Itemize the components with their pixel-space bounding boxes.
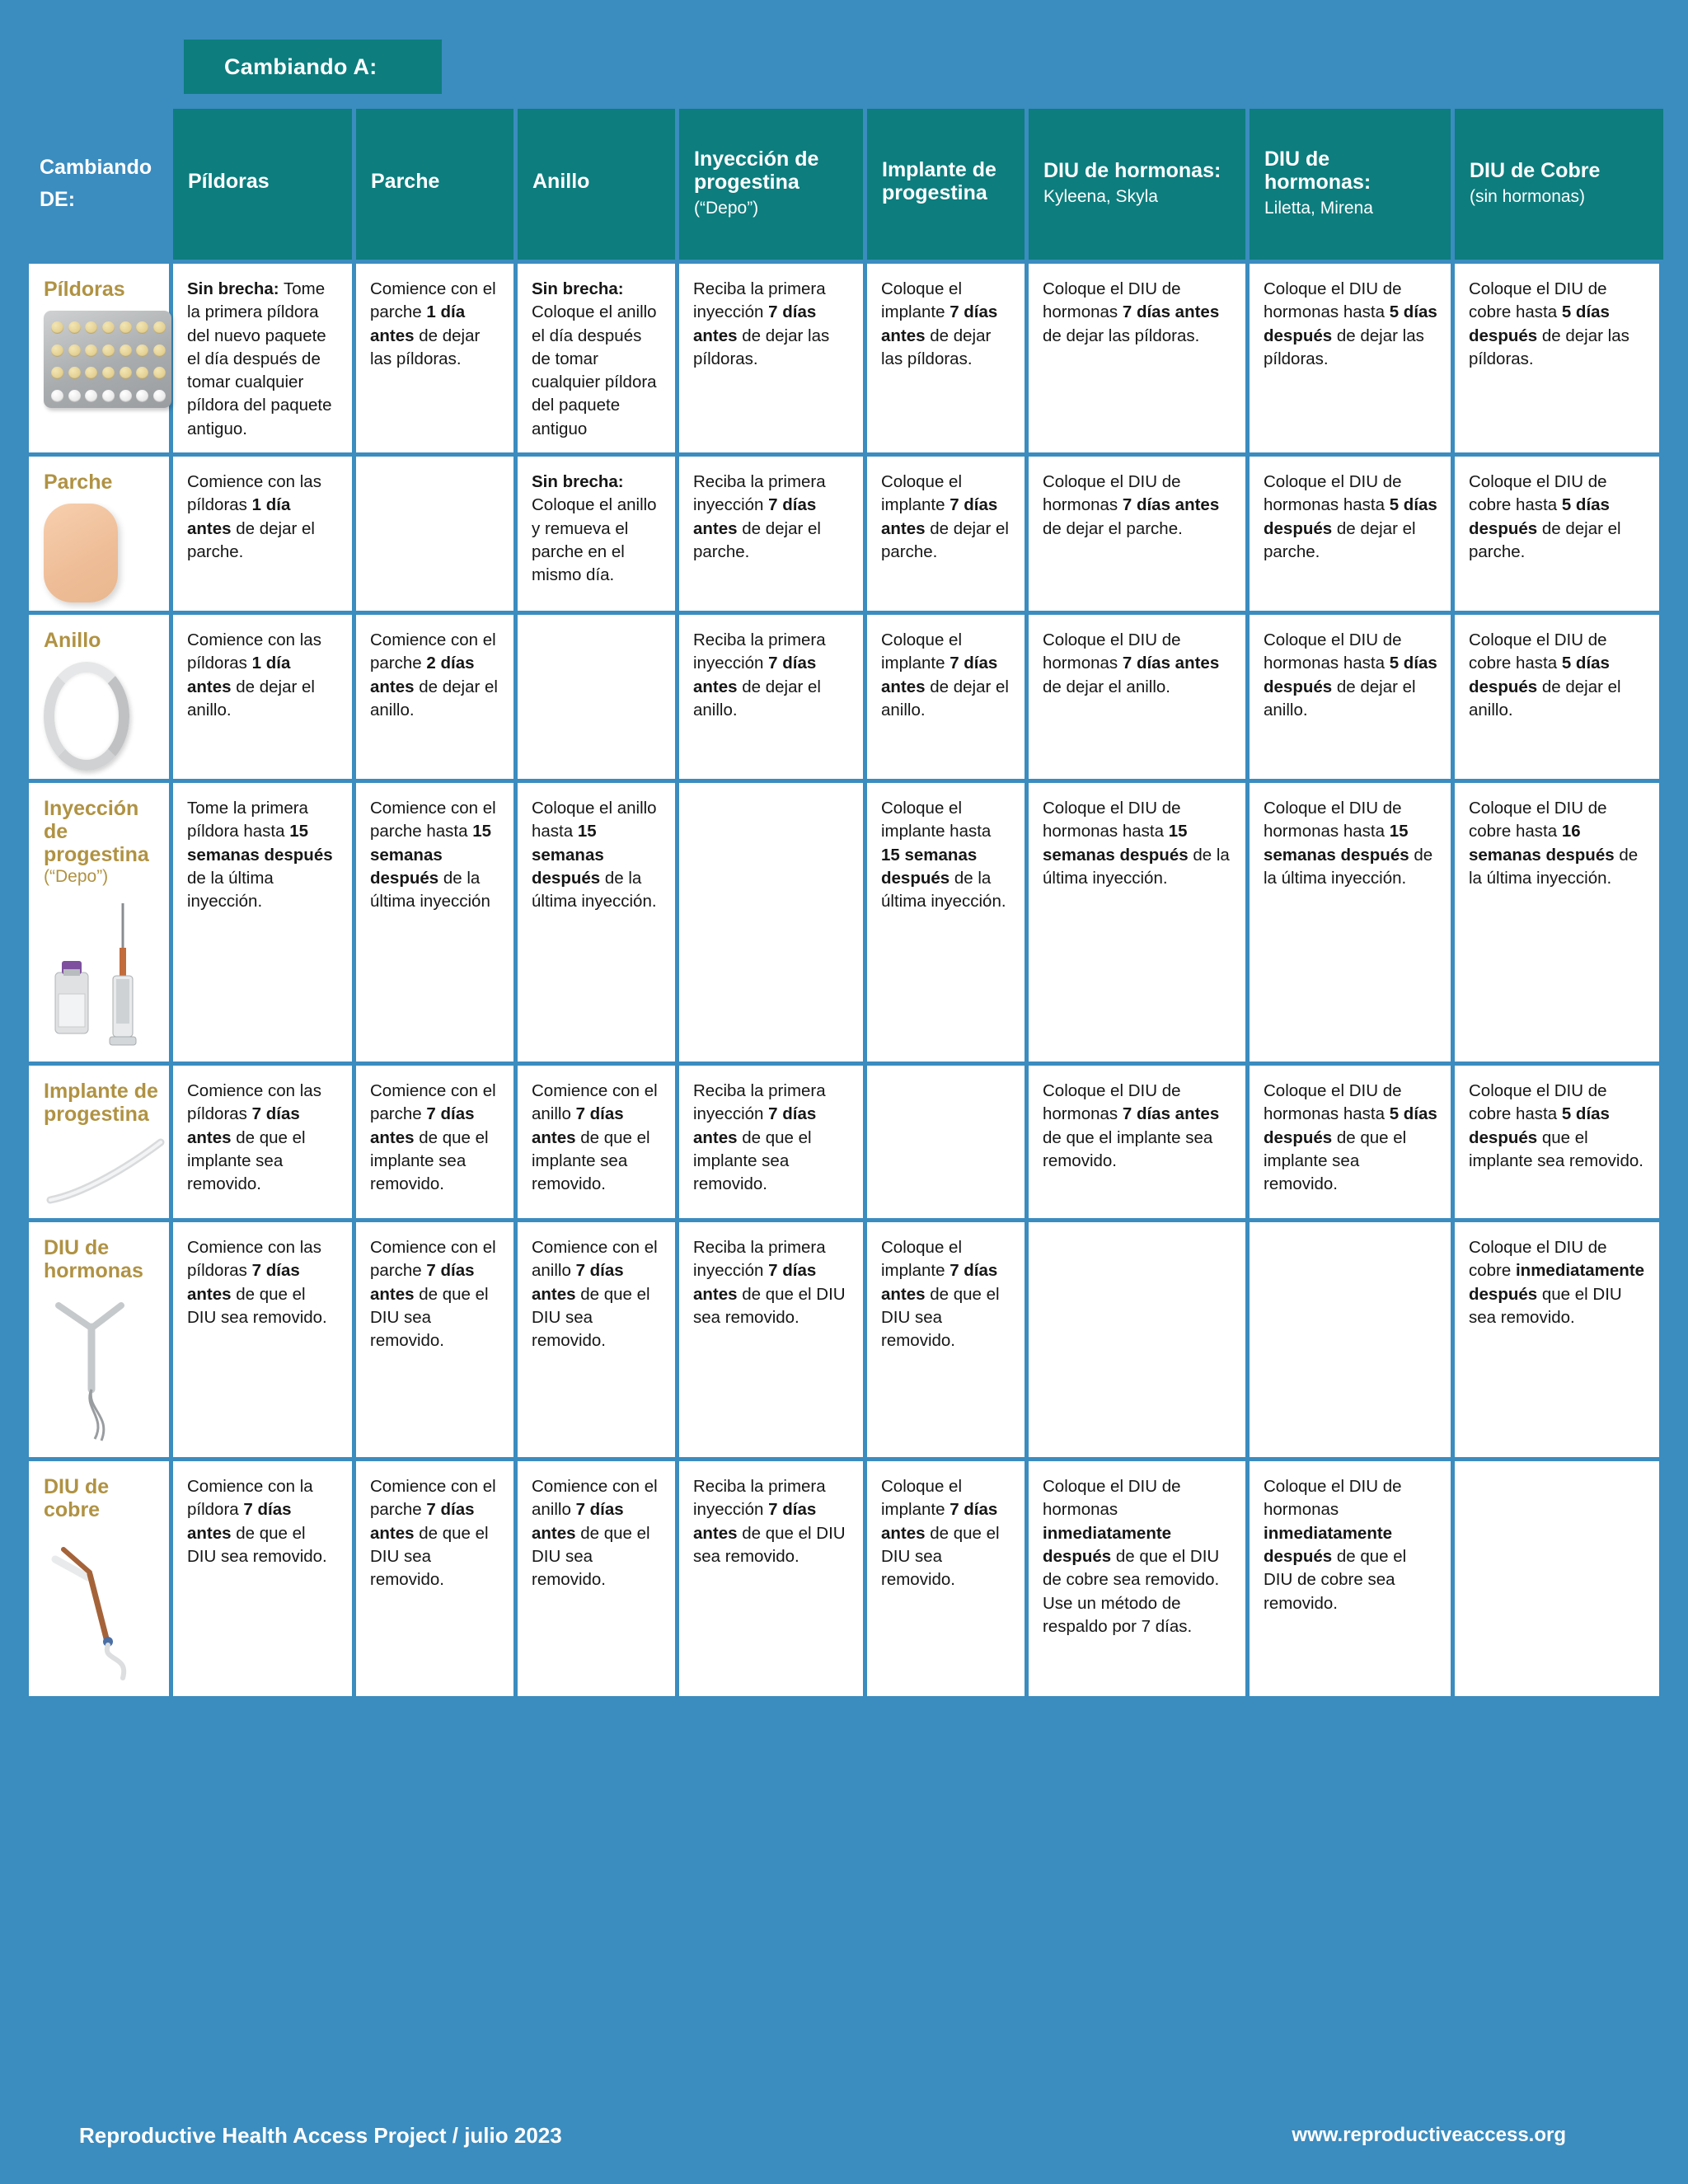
row-label: DIU de cobre — [44, 1475, 110, 1522]
cell-r4-c8: Coloque el DIU de cobre hasta 16 semanas después de la última inyección. — [1451, 779, 1663, 1062]
cell-r1-c8: Coloque el DIU de cobre hasta 5 días después de dejar las píldoras. — [1451, 260, 1663, 452]
column-header-anillo: Anillo — [513, 109, 675, 260]
row-label: Píldoras — [44, 278, 125, 301]
cell-r2-c5: Coloque el implante 7 días antes de dejar el parche. — [863, 452, 1025, 611]
changing-to-banner — [184, 40, 442, 94]
cell-r7-c6: Coloque el DIU de hormonas inmediatamente después de que el DIU de cobre sea removido. Use un método de respaldo por 7 días. — [1025, 1457, 1245, 1700]
vaginal-ring-icon — [44, 662, 129, 771]
cell-r4-c3: Coloque el anillo hasta 15 semanas después de la última inyección. — [513, 779, 675, 1062]
cell-r6-c3: Comience con el anillo 7 días antes de que el DIU sea removido. — [513, 1218, 675, 1457]
row-sublabel: (“Depo”) — [44, 866, 109, 886]
changing-from-line2: DE: — [40, 187, 76, 211]
row-illustration — [44, 504, 161, 602]
depo-injection-icon — [44, 897, 167, 1053]
column-header-pildoras: Píldoras — [169, 109, 352, 260]
footer-credit: Reproductive Health Access Project / julio 2023 — [79, 2122, 562, 2148]
row-label: Inyección de progestina — [44, 796, 149, 866]
cell-r6-c5: Coloque el implante 7 días antes de que el DIU sea removido. — [863, 1218, 1025, 1457]
row-label: DIU de hormonas — [44, 1236, 143, 1283]
changing-to-label: Cambiando A: — [224, 54, 377, 79]
row-header-5 — [25, 1062, 169, 1218]
table-row — [25, 611, 1663, 779]
hormonal-iud-icon — [44, 1292, 151, 1449]
cell-r3-c2: Comience con el parche 2 días antes de dejar el anillo. — [352, 611, 513, 779]
row-illustration — [44, 897, 161, 1053]
cell-r2-c7: Coloque el DIU de hormonas hasta 5 días después de dejar el parche. — [1245, 452, 1451, 611]
cell-r1-c5: Coloque el implante 7 días antes de dejar las píldoras. — [863, 260, 1025, 452]
cell-r3-c5: Coloque el implante 7 días antes de dejar el anillo. — [863, 611, 1025, 779]
pill-pack-icon — [44, 311, 171, 408]
cell-r1-c1: Sin brecha: Tome la primera píldora del nuevo paquete el día después de tomar cualquier píldora del paquete antiguo. — [169, 260, 352, 452]
table-row — [25, 260, 1663, 452]
row-header-3 — [25, 611, 169, 779]
cell-r7-c4: Reciba la primera inyección 7 días antes de que el DIU sea removido. — [675, 1457, 863, 1700]
cell-r4-c5: Coloque el implante hasta 15 semanas después de la última inyección. — [863, 779, 1025, 1062]
footer — [0, 2087, 1688, 2184]
changing-from-line1: Cambiando — [40, 155, 152, 179]
column-header-implante: Implante de progestina — [863, 109, 1025, 260]
implant-rod-icon — [44, 1136, 167, 1210]
column-header-diu-hormonas-kyleena: DIU de hormonas: Kyleena, Skyla — [1025, 109, 1245, 260]
method-switching-table — [25, 109, 1663, 1700]
table-body — [25, 260, 1663, 1700]
cell-r3-c8: Coloque el DIU de cobre hasta 5 días después de dejar el anillo. — [1451, 611, 1663, 779]
column-header-diu-cobre: DIU de Cobre (sin hormonas) — [1451, 109, 1663, 260]
cell-r3-c3 — [513, 611, 675, 779]
row-header-2 — [25, 452, 169, 611]
cell-r5-c1: Comience con las píldoras 7 días antes de que el implante sea removido. — [169, 1062, 352, 1218]
method-switching-table-wrapper — [25, 109, 1663, 1700]
column-header-inyeccion: Inyección de progestina (“Depo”) — [675, 109, 863, 260]
cell-r4-c2: Comience con el parche hasta 15 semanas después de la última inyección — [352, 779, 513, 1062]
cell-r6-c8: Coloque el DIU de cobre inmediatamente después que el DIU sea removido. — [1451, 1218, 1663, 1457]
cell-r3-c1: Comience con las píldoras 1 día antes de dejar el anillo. — [169, 611, 352, 779]
row-illustration — [44, 311, 161, 408]
table-header-row — [25, 109, 1663, 260]
cell-r6-c4: Reciba la primera inyección 7 días antes de que el DIU sea removido. — [675, 1218, 863, 1457]
cell-r6-c1: Comience con las píldoras 7 días antes de que el DIU sea removido. — [169, 1218, 352, 1457]
cell-r7-c8 — [1451, 1457, 1663, 1700]
cell-r1-c7: Coloque el DIU de hormonas hasta 5 días después de dejar las píldoras. — [1245, 260, 1451, 452]
cell-r7-c5: Coloque el implante 7 días antes de que el DIU sea removido. — [863, 1457, 1025, 1700]
cell-r4-c1: Tome la primera píldora hasta 15 semanas después de la última inyección. — [169, 779, 352, 1062]
cell-r2-c3: Sin brecha: Coloque el anillo y remueva el parche en el mismo día. — [513, 452, 675, 611]
cell-r2-c8: Coloque el DIU de cobre hasta 5 días después de dejar el parche. — [1451, 452, 1663, 611]
row-label: Implante de progestina — [44, 1080, 158, 1127]
cell-r7-c1: Comience con la píldora 7 días antes de que el DIU sea removido. — [169, 1457, 352, 1700]
row-label: Anillo — [44, 628, 101, 652]
row-header-6 — [25, 1218, 169, 1457]
row-illustration — [44, 662, 161, 771]
cell-r4-c4 — [675, 779, 863, 1062]
table-row — [25, 452, 1663, 611]
cell-r3-c4: Reciba la primera inyección 7 días antes de dejar el anillo. — [675, 611, 863, 779]
cell-r1-c6: Coloque el DIU de hormonas 7 días antes de dejar las píldoras. — [1025, 260, 1245, 452]
row-header-7 — [25, 1457, 169, 1700]
cell-r5-c8: Coloque el DIU de cobre hasta 5 días después que el implante sea removido. — [1451, 1062, 1663, 1218]
cell-r2-c1: Comience con las píldoras 1 día antes de dejar el parche. — [169, 452, 352, 611]
row-illustration — [44, 1292, 161, 1449]
column-header-parche: Parche — [352, 109, 513, 260]
column-header-diu-hormonas-liletta: DIU de hormonas: Liletta, Mirena — [1245, 109, 1451, 260]
cell-r1-c3: Sin brecha: Coloque el anillo el día después de tomar cualquier píldora del paquete antiguo — [513, 260, 675, 452]
cell-r6-c7 — [1245, 1218, 1451, 1457]
row-illustration — [44, 1531, 161, 1688]
cell-r5-c2: Comience con el parche 7 días antes de que el implante sea removido. — [352, 1062, 513, 1218]
footer-website[interactable]: www.reproductiveaccess.org — [1292, 2124, 1566, 2146]
cell-r6-c2: Comience con el parche 7 días antes de que el DIU sea removido. — [352, 1218, 513, 1457]
row-header-1 — [25, 260, 169, 452]
row-label: Parche — [44, 470, 113, 494]
cell-r1-c4: Reciba la primera inyección 7 días antes de dejar las píldoras. — [675, 260, 863, 452]
cell-r3-c7: Coloque el DIU de hormonas hasta 5 días después de dejar el anillo. — [1245, 611, 1451, 779]
cell-r5-c6: Coloque el DIU de hormonas 7 días antes de que el implante sea removido. — [1025, 1062, 1245, 1218]
changing-from-header — [25, 109, 169, 260]
cell-r5-c4: Reciba la primera inyección 7 días antes de que el implante sea removido. — [675, 1062, 863, 1218]
row-header-4 — [25, 779, 169, 1062]
row-illustration — [44, 1136, 161, 1210]
cell-r1-c2: Comience con el parche 1 día antes de dejar las píldoras. — [352, 260, 513, 452]
copper-iud-icon — [44, 1531, 151, 1688]
cell-r7-c3: Comience con el anillo 7 días antes de que el DIU sea removido. — [513, 1457, 675, 1700]
cell-r6-c6 — [1025, 1218, 1245, 1457]
cell-r4-c7: Coloque el DIU de hormonas hasta 15 semanas después de la última inyección. — [1245, 779, 1451, 1062]
cell-r5-c3: Comience con el anillo 7 días antes de que el implante sea removido. — [513, 1062, 675, 1218]
cell-r2-c6: Coloque el DIU de hormonas 7 días antes de dejar el parche. — [1025, 452, 1245, 611]
table-row — [25, 1457, 1663, 1700]
cell-r7-c2: Comience con el parche 7 días antes de que el DIU sea removido. — [352, 1457, 513, 1700]
table-row — [25, 1218, 1663, 1457]
cell-r5-c5 — [863, 1062, 1025, 1218]
patch-icon — [44, 504, 118, 602]
cell-r4-c6: Coloque el DIU de hormonas hasta 15 semanas después de la última inyección. — [1025, 779, 1245, 1062]
cell-r5-c7: Coloque el DIU de hormonas hasta 5 días después de que el implante sea removido. — [1245, 1062, 1451, 1218]
table-row — [25, 779, 1663, 1062]
cell-r3-c6: Coloque el DIU de hormonas 7 días antes de dejar el anillo. — [1025, 611, 1245, 779]
cell-r7-c7: Coloque el DIU de hormonas inmediatamente después de que el DIU de cobre sea removido. — [1245, 1457, 1451, 1700]
cell-r2-c2 — [352, 452, 513, 611]
table-row — [25, 1062, 1663, 1218]
cell-r2-c4: Reciba la primera inyección 7 días antes de dejar el parche. — [675, 452, 863, 611]
